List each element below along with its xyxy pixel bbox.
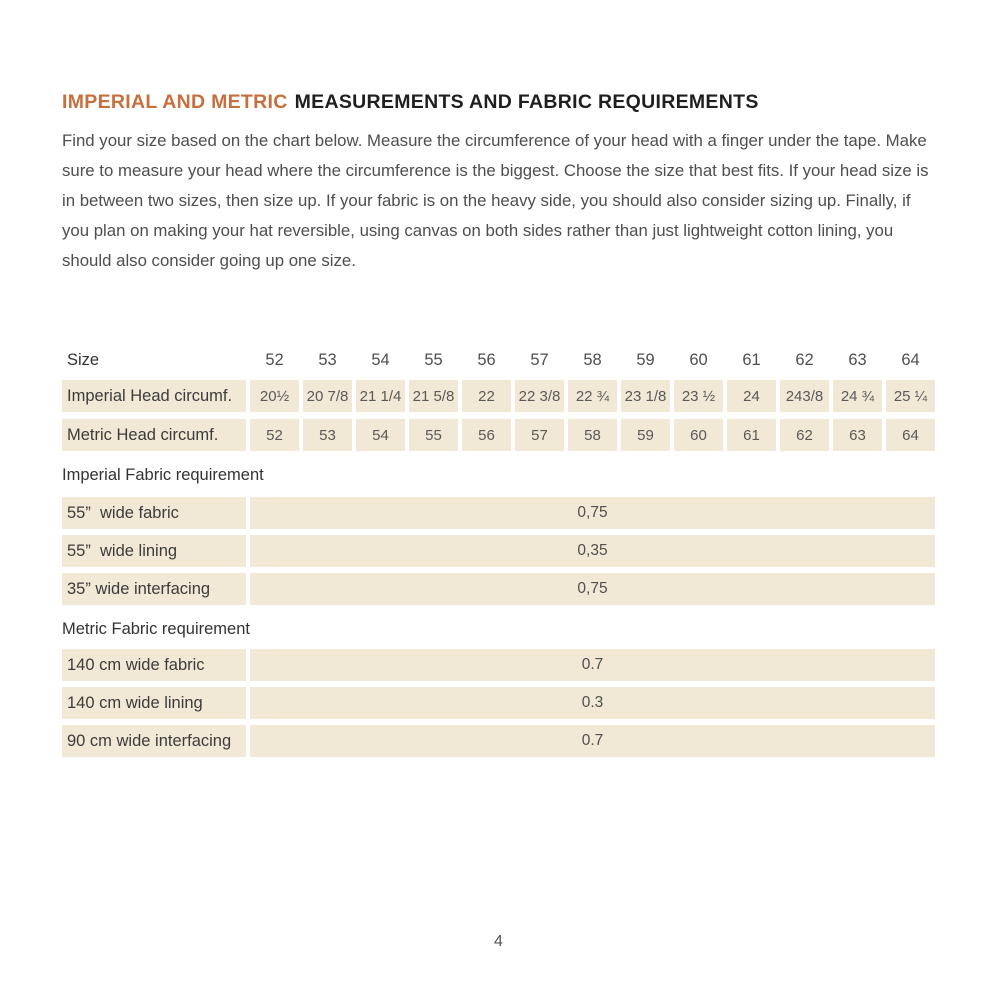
fabric-row-value: 0,75 (250, 573, 935, 605)
size-col-header: 52 (265, 350, 284, 369)
size-col-header: 60 (689, 350, 708, 369)
size-col-header: 63 (848, 350, 867, 369)
size-col-header: 64 (901, 350, 920, 369)
size-col-header: 57 (530, 350, 549, 369)
fabric-row-label: 35” wide interfacing (62, 573, 246, 605)
metric-head-value: 59 (621, 419, 670, 451)
metric-head-value: 63 (833, 419, 882, 451)
size-header-label: Size (67, 350, 100, 369)
size-col-header: 62 (795, 350, 814, 369)
metric-head-circumference-row (62, 419, 935, 451)
metric-head-value: 62 (780, 419, 829, 451)
size-col-header: 54 (371, 350, 390, 369)
imperial-fabric-heading: Imperial Fabric requirement (62, 466, 264, 484)
metric-head-value: 58 (568, 419, 617, 451)
fabric-row-label: 140 cm wide fabric (62, 649, 246, 681)
fabric-row (62, 649, 935, 681)
size-col-header: 55 (424, 350, 443, 369)
fabric-row-value: 0.7 (250, 649, 935, 681)
fabric-row-value: 0,75 (250, 497, 935, 529)
imperial-head-label: Imperial Head circumf. (62, 380, 246, 412)
fabric-row-value: 0,35 (250, 535, 935, 567)
imperial-head-value: 23 1/8 (621, 380, 670, 412)
fabric-row-value: 0.3 (250, 687, 935, 719)
metric-head-value: 60 (674, 419, 723, 451)
fabric-row-value: 0.7 (250, 725, 935, 757)
fabric-row-label: 55” wide lining (62, 535, 246, 567)
imperial-head-value: 22 3/8 (515, 380, 564, 412)
imperial-head-value: 24 ¾ (833, 380, 882, 412)
imperial-head-value: 24 (727, 380, 776, 412)
metric-head-value: 61 (727, 419, 776, 451)
imperial-head-circumference-row (62, 380, 935, 412)
fabric-row (62, 535, 935, 567)
metric-fabric-table (62, 649, 935, 757)
imperial-head-value: 243/8 (780, 380, 829, 412)
imperial-head-value: 22 (462, 380, 511, 412)
metric-head-value: 53 (303, 419, 352, 451)
imperial-head-value: 23 ½ (674, 380, 723, 412)
metric-head-value: 52 (250, 419, 299, 451)
size-col-header: 61 (742, 350, 761, 369)
fabric-row (62, 725, 935, 757)
metric-head-value: 56 (462, 419, 511, 451)
imperial-head-value: 22 ¾ (568, 380, 617, 412)
imperial-head-value: 21 5/8 (409, 380, 458, 412)
fabric-row (62, 497, 935, 529)
metric-head-value: 55 (409, 419, 458, 451)
fabric-row-label: 55” wide fabric (62, 497, 246, 529)
imperial-head-value: 20½ (250, 380, 299, 412)
fabric-row-label: 140 cm wide lining (62, 687, 246, 719)
metric-head-label: Metric Head circumf. (62, 419, 246, 451)
page-number: 4 (494, 933, 503, 950)
size-col-header: 59 (636, 350, 655, 369)
page-title (62, 91, 935, 114)
fabric-row (62, 687, 935, 719)
metric-head-value: 57 (515, 419, 564, 451)
intro-paragraph: Find your size based on the chart below. Measure the circumference of your head with a finger under the tape. Make sure to measure your head where the circumference is the biggest. Choose the size that best fits. If your head size is in between two sizes, then size up. If your fabric is on the heavy side, you should also consider sizing up. Finally, if you plan on making your hat reversible, using canvas on both sides rather than just lightweight cotton lining, you should also consider going up one size. (62, 131, 929, 270)
size-col-header: 56 (477, 350, 496, 369)
imperial-head-value: 20 7/8 (303, 380, 352, 412)
size-col-header: 58 (583, 350, 602, 369)
fabric-row-label: 90 cm wide interfacing (62, 725, 246, 757)
metric-head-value: 54 (356, 419, 405, 451)
metric-fabric-heading: Metric Fabric requirement (62, 620, 250, 638)
imperial-head-value: 25 ¼ (886, 380, 935, 412)
title-rest: MEASUREMENTS AND FABRIC REQUIREMENTS (294, 91, 759, 113)
metric-head-value: 64 (886, 419, 935, 451)
title-highlight: IMPERIAL AND METRIC (62, 91, 288, 113)
fabric-row (62, 573, 935, 605)
imperial-fabric-table (62, 497, 935, 605)
imperial-head-value: 21 1/4 (356, 380, 405, 412)
size-header-row (62, 348, 935, 372)
size-table (62, 348, 935, 451)
document-page (62, 0, 935, 951)
size-col-header: 53 (318, 350, 337, 369)
